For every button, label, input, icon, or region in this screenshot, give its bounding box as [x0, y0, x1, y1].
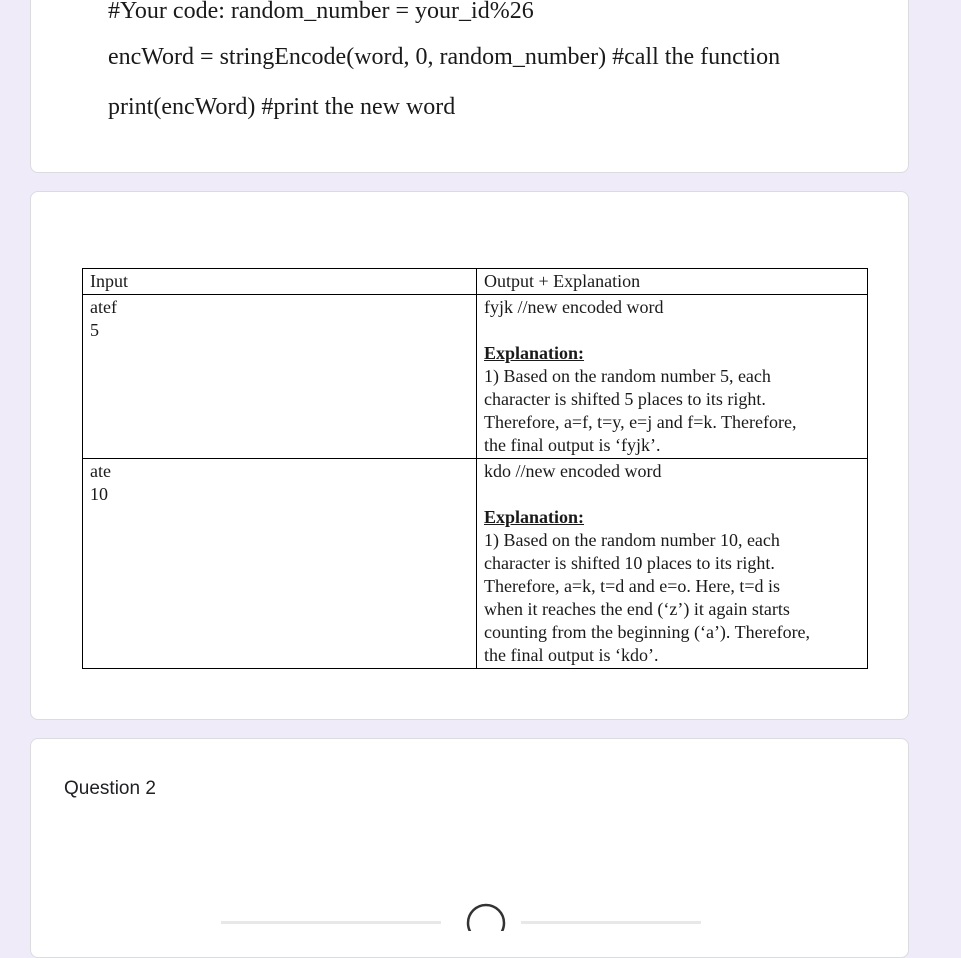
row2-explanation-line: Therefore, a=k, t=d and e=o. Here, t=d is [484, 576, 780, 596]
examples-table [82, 268, 868, 669]
row2-explanation-line: the final output is ‘kdo’. [484, 645, 659, 665]
partial-circle-icon [468, 905, 504, 931]
row2-output [477, 459, 868, 669]
row2-input-word: ate [90, 461, 111, 481]
row1-explanation-title: Explanation: [484, 343, 585, 363]
row2-output-word: kdo //new encoded word [484, 461, 662, 481]
row2-explanation-line: 1) Based on the random number 10, each [484, 530, 780, 550]
code-card [30, 0, 909, 173]
row1-input-number: 5 [90, 320, 99, 340]
table-header-row [83, 269, 868, 295]
question2-card [30, 738, 909, 958]
row1-explanation-line: Therefore, a=f, t=y, e=j and f=k. Therefore, [484, 412, 797, 432]
header-output: Output + Explanation [477, 269, 868, 295]
table-row [83, 295, 868, 459]
row1-explanation-line: 1) Based on the random number 5, each [484, 366, 771, 386]
code-line-2: encWord = stringEncode(word, 0, random_number) #call the function [108, 44, 781, 70]
row1-input-word: atef [90, 297, 117, 317]
row1-output [477, 295, 868, 459]
row2-input-number: 10 [90, 484, 108, 504]
row2-explanation-line: when it reaches the end (‘z’) it again starts [484, 599, 790, 619]
question-title: Question 2 [64, 778, 156, 799]
header-input: Input [83, 269, 477, 295]
examples-card [30, 191, 909, 720]
partial-image-strip [181, 901, 741, 931]
row2-explanation-title: Explanation: [484, 507, 585, 527]
table-row [83, 459, 868, 669]
row2-explanation-line: counting from the beginning (‘a’). Therefore, [484, 622, 811, 642]
row1-explanation-line: character is shifted 5 places to its right. [484, 389, 766, 409]
row1-output-word: fyjk //new encoded word [484, 297, 664, 317]
row1-input [83, 295, 477, 459]
row1-explanation-line: the final output is ‘fyjk’. [484, 435, 661, 455]
row2-input [83, 459, 477, 669]
code-line-3: print(encWord) #print the new word [108, 94, 456, 120]
row2-explanation-line: character is shifted 10 places to its right. [484, 553, 775, 573]
code-line-1: #Your code: random_number = your_id%26 [108, 0, 534, 24]
